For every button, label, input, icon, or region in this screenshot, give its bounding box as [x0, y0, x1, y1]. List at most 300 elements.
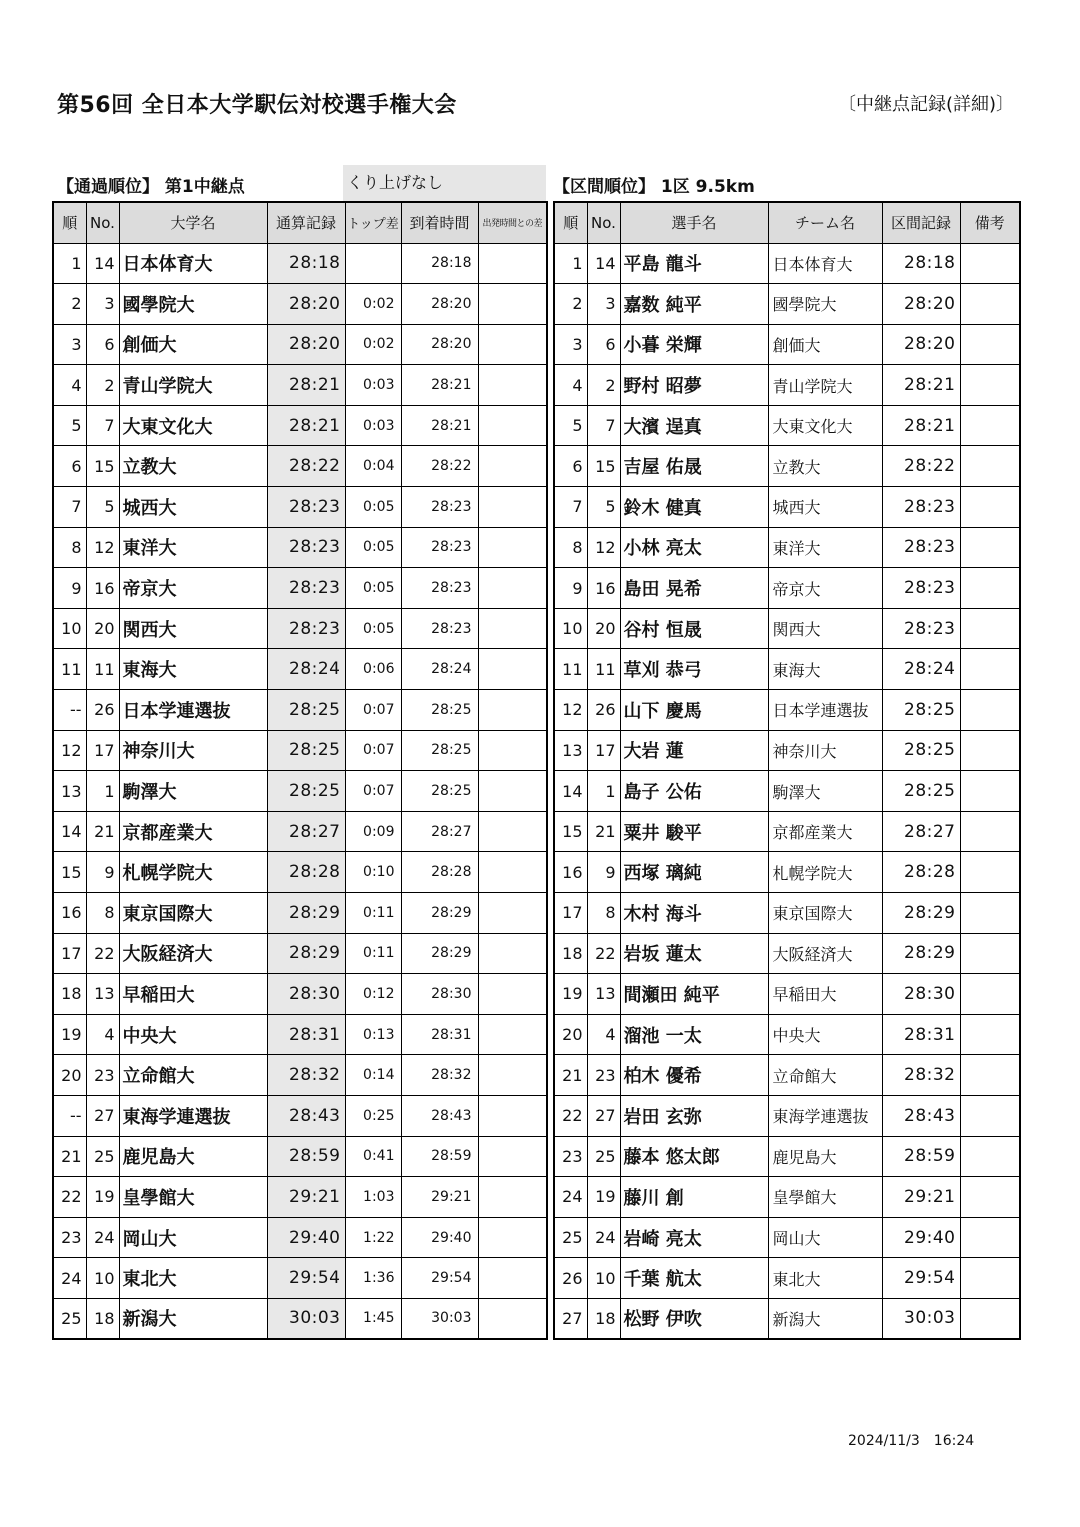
table-row — [554, 649, 1020, 690]
table-row — [53, 852, 547, 893]
cell-start-diff — [478, 974, 547, 1015]
cell-runner: 島子 公佑 — [620, 771, 768, 812]
section-rank-table — [553, 201, 1021, 1340]
cell-start-diff — [478, 487, 547, 528]
cell-total-record: 28:25 — [267, 690, 345, 731]
cell-section-record: 28:23 — [882, 527, 960, 568]
cell-start-diff — [478, 568, 547, 609]
cell-start-diff — [478, 608, 547, 649]
cell-arrival-time: 28:30 — [401, 974, 478, 1015]
cell-number: 23 — [587, 1055, 620, 1096]
cell-top-diff: 0:07 — [345, 730, 401, 771]
cell-top-diff — [345, 243, 401, 284]
cell-arrival-time: 28:29 — [401, 893, 478, 934]
cell-number: 9 — [86, 852, 119, 893]
cell-rank: 2 — [53, 284, 86, 325]
cell-runner: 岩田 玄弥 — [620, 1095, 768, 1136]
cell-rank: 14 — [554, 771, 587, 812]
cell-top-diff: 0:11 — [345, 893, 401, 934]
cell-rank: 14 — [53, 811, 86, 852]
cell-number: 21 — [587, 811, 620, 852]
cell-number: 17 — [587, 730, 620, 771]
cell-number: 7 — [587, 405, 620, 446]
cell-total-record: 28:43 — [267, 1095, 345, 1136]
cell-team: 日本体育大 — [768, 243, 882, 284]
table-row — [554, 1136, 1020, 1177]
cell-number: 1 — [587, 771, 620, 812]
cell-runner: 間瀬田 純平 — [620, 974, 768, 1015]
cell-remarks — [960, 771, 1020, 812]
cell-section-record: 28:25 — [882, 771, 960, 812]
cell-runner: 吉屋 佑晟 — [620, 446, 768, 487]
cell-total-record: 28:23 — [267, 487, 345, 528]
cell-top-diff: 1:45 — [345, 1298, 401, 1339]
passing-rank-heading: 【通過順位】 第1中継点 — [57, 177, 245, 197]
cell-team: 大阪経済大 — [768, 933, 882, 974]
table-row — [53, 649, 547, 690]
section-rank-heading: 【区間順位】 1区 9.5km — [553, 177, 755, 197]
cell-top-diff: 0:07 — [345, 690, 401, 731]
cell-start-diff — [478, 811, 547, 852]
cell-university: 岡山大 — [119, 1217, 267, 1258]
cell-start-diff — [478, 405, 547, 446]
cell-number: 20 — [86, 608, 119, 649]
cell-number: 25 — [86, 1136, 119, 1177]
cell-team: 日本学連選抜 — [768, 690, 882, 731]
cell-number: 17 — [86, 730, 119, 771]
cell-rank: 22 — [554, 1095, 587, 1136]
cell-start-diff — [478, 730, 547, 771]
cell-section-record: 28:20 — [882, 284, 960, 325]
cell-section-record: 29:54 — [882, 1258, 960, 1299]
table-row — [53, 487, 547, 528]
table-row — [554, 608, 1020, 649]
cell-university: 札幌学院大 — [119, 852, 267, 893]
cell-rank: 24 — [53, 1258, 86, 1299]
table-row — [554, 811, 1020, 852]
cell-runner: 藤本 悠太郎 — [620, 1136, 768, 1177]
cell-arrival-time: 28:25 — [401, 730, 478, 771]
cell-arrival-time: 28:25 — [401, 690, 478, 731]
table-row — [53, 1217, 547, 1258]
cell-remarks — [960, 811, 1020, 852]
col-number: No. — [587, 202, 620, 243]
cell-total-record: 29:21 — [267, 1177, 345, 1218]
page-subtitle: 〔中継点記録(詳細)〕 — [838, 94, 1015, 115]
cell-runner: 松野 伊吹 — [620, 1298, 768, 1339]
cell-section-record: 28:43 — [882, 1095, 960, 1136]
cell-arrival-time: 29:54 — [401, 1258, 478, 1299]
cell-rank: 23 — [554, 1136, 587, 1177]
cell-rank: 22 — [53, 1177, 86, 1218]
cell-university: 東洋大 — [119, 527, 267, 568]
cell-top-diff: 0:05 — [345, 608, 401, 649]
table-row — [554, 730, 1020, 771]
cell-total-record: 28:27 — [267, 811, 345, 852]
cell-top-diff: 0:09 — [345, 811, 401, 852]
cell-section-record: 28:30 — [882, 974, 960, 1015]
cell-team: 岡山大 — [768, 1217, 882, 1258]
cell-university: 神奈川大 — [119, 730, 267, 771]
cell-university: 帝京大 — [119, 568, 267, 609]
cell-remarks — [960, 852, 1020, 893]
table-row — [554, 1014, 1020, 1055]
cell-remarks — [960, 1095, 1020, 1136]
cell-runner: 大濱 逞真 — [620, 405, 768, 446]
cell-rank: 18 — [53, 974, 86, 1015]
cell-rank: 18 — [554, 933, 587, 974]
cell-total-record: 28:30 — [267, 974, 345, 1015]
cell-runner: 野村 昭夢 — [620, 365, 768, 406]
cell-rank: 8 — [554, 527, 587, 568]
table-row — [53, 324, 547, 365]
cell-rank: 6 — [53, 446, 86, 487]
cell-university: 立命館大 — [119, 1055, 267, 1096]
cell-top-diff: 0:07 — [345, 771, 401, 812]
cell-start-diff — [478, 1055, 547, 1096]
cell-university: 東海学連選抜 — [119, 1095, 267, 1136]
cell-number: 8 — [86, 893, 119, 934]
cell-number: 12 — [587, 527, 620, 568]
cell-total-record: 28:20 — [267, 284, 345, 325]
cell-university: 城西大 — [119, 487, 267, 528]
table-row — [554, 1298, 1020, 1339]
cell-top-diff: 0:25 — [345, 1095, 401, 1136]
cell-top-diff: 0:41 — [345, 1136, 401, 1177]
cell-section-record: 28:29 — [882, 933, 960, 974]
cell-university: 日本体育大 — [119, 243, 267, 284]
cell-team: 立教大 — [768, 446, 882, 487]
cell-rank: 10 — [554, 608, 587, 649]
table-row — [53, 730, 547, 771]
cell-number: 5 — [587, 487, 620, 528]
cell-total-record: 28:21 — [267, 405, 345, 446]
cell-rank: 13 — [554, 730, 587, 771]
cell-rank: 10 — [53, 608, 86, 649]
cell-team: 立命館大 — [768, 1055, 882, 1096]
cell-rank: 25 — [53, 1298, 86, 1339]
cell-rank: 19 — [53, 1014, 86, 1055]
cell-remarks — [960, 1014, 1020, 1055]
cell-team: 駒澤大 — [768, 771, 882, 812]
table-row — [53, 811, 547, 852]
col-team: チーム名 — [768, 202, 882, 243]
cell-total-record: 28:25 — [267, 730, 345, 771]
cell-rank: 1 — [554, 243, 587, 284]
cell-arrival-time: 28:20 — [401, 284, 478, 325]
cell-rank: 19 — [554, 974, 587, 1015]
cell-team: 新潟大 — [768, 1298, 882, 1339]
cell-runner: 草刈 恭弓 — [620, 649, 768, 690]
col-total-record: 通算記録 — [267, 202, 345, 243]
cell-total-record: 28:22 — [267, 446, 345, 487]
cell-number: 26 — [86, 690, 119, 731]
table-row — [53, 933, 547, 974]
cell-rank: 17 — [53, 933, 86, 974]
cell-arrival-time: 28:59 — [401, 1136, 478, 1177]
cell-rank: 11 — [53, 649, 86, 690]
cell-number: 2 — [86, 365, 119, 406]
cell-number: 10 — [587, 1258, 620, 1299]
cell-remarks — [960, 608, 1020, 649]
table-row — [53, 365, 547, 406]
cell-number: 4 — [86, 1014, 119, 1055]
cell-number: 19 — [587, 1177, 620, 1218]
cell-remarks — [960, 1177, 1020, 1218]
cell-team: 早稲田大 — [768, 974, 882, 1015]
cell-rank: 1 — [53, 243, 86, 284]
cell-remarks — [960, 365, 1020, 406]
cell-team: 東海学連選抜 — [768, 1095, 882, 1136]
cell-rank: -- — [53, 1095, 86, 1136]
cell-total-record: 28:59 — [267, 1136, 345, 1177]
cell-section-record: 28:23 — [882, 487, 960, 528]
table-row — [554, 974, 1020, 1015]
cell-university: 日本学連選抜 — [119, 690, 267, 731]
cell-section-record: 28:29 — [882, 893, 960, 934]
cell-start-diff — [478, 1258, 547, 1299]
cell-number: 5 — [86, 487, 119, 528]
table-row — [554, 324, 1020, 365]
cell-arrival-time: 28:25 — [401, 771, 478, 812]
cell-start-diff — [478, 893, 547, 934]
table-header-row — [554, 202, 1020, 243]
cell-total-record: 30:03 — [267, 1298, 345, 1339]
cell-number: 12 — [86, 527, 119, 568]
cell-top-diff: 1:22 — [345, 1217, 401, 1258]
cell-number: 24 — [86, 1217, 119, 1258]
cell-number: 14 — [86, 243, 119, 284]
table-row — [554, 933, 1020, 974]
cell-number: 2 — [587, 365, 620, 406]
cell-start-diff — [478, 1014, 547, 1055]
cell-runner: 山下 慶馬 — [620, 690, 768, 731]
cell-team: 京都産業大 — [768, 811, 882, 852]
cell-top-diff: 0:04 — [345, 446, 401, 487]
cell-rank: 2 — [554, 284, 587, 325]
cell-number: 7 — [86, 405, 119, 446]
cell-total-record: 28:25 — [267, 771, 345, 812]
cell-top-diff: 0:10 — [345, 852, 401, 893]
table-row — [554, 284, 1020, 325]
col-runner: 選手名 — [620, 202, 768, 243]
passing-rank-table — [52, 201, 548, 1340]
table-row — [554, 1055, 1020, 1096]
cell-number: 19 — [86, 1177, 119, 1218]
cell-rank: 21 — [53, 1136, 86, 1177]
cell-university: 青山学院大 — [119, 365, 267, 406]
col-start-diff: 出発時間との差 — [478, 202, 547, 243]
cell-number: 27 — [587, 1095, 620, 1136]
cell-start-diff — [478, 284, 547, 325]
cell-section-record: 28:32 — [882, 1055, 960, 1096]
cell-remarks — [960, 527, 1020, 568]
cell-section-record: 28:20 — [882, 324, 960, 365]
cell-top-diff: 0:02 — [345, 284, 401, 325]
cell-number: 13 — [587, 974, 620, 1015]
cell-arrival-time: 28:21 — [401, 405, 478, 446]
cell-number: 11 — [587, 649, 620, 690]
cell-number: 6 — [86, 324, 119, 365]
cell-start-diff — [478, 365, 547, 406]
cell-arrival-time: 28:31 — [401, 1014, 478, 1055]
cell-top-diff: 0:13 — [345, 1014, 401, 1055]
table-row — [554, 365, 1020, 406]
cell-number: 25 — [587, 1136, 620, 1177]
table-row — [53, 771, 547, 812]
cell-number: 13 — [86, 974, 119, 1015]
cell-total-record: 28:32 — [267, 1055, 345, 1096]
cell-section-record: 28:31 — [882, 1014, 960, 1055]
table-row — [554, 1258, 1020, 1299]
cell-rank: 16 — [53, 893, 86, 934]
cell-team: 城西大 — [768, 487, 882, 528]
cell-start-diff — [478, 1298, 547, 1339]
cell-rank: 15 — [554, 811, 587, 852]
cell-runner: 平島 龍斗 — [620, 243, 768, 284]
cell-start-diff — [478, 1136, 547, 1177]
cell-university: 東京国際大 — [119, 893, 267, 934]
cell-rank: 24 — [554, 1177, 587, 1218]
cell-rank: 11 — [554, 649, 587, 690]
cell-rank: 9 — [53, 568, 86, 609]
cell-top-diff: 0:05 — [345, 487, 401, 528]
cell-rank: 6 — [554, 446, 587, 487]
table-row — [554, 446, 1020, 487]
cell-number: 14 — [587, 243, 620, 284]
cell-runner: 小林 亮太 — [620, 527, 768, 568]
cell-rank: 26 — [554, 1258, 587, 1299]
cell-team: 青山学院大 — [768, 365, 882, 406]
cell-team: 創価大 — [768, 324, 882, 365]
col-remarks: 備考 — [960, 202, 1020, 243]
col-number: No. — [86, 202, 119, 243]
cell-team: 中央大 — [768, 1014, 882, 1055]
cell-arrival-time: 28:23 — [401, 608, 478, 649]
cell-remarks — [960, 1136, 1020, 1177]
cell-runner: 大岩 蓮 — [620, 730, 768, 771]
cell-number: 8 — [587, 893, 620, 934]
cell-arrival-time: 28:24 — [401, 649, 478, 690]
cell-team: 皇學館大 — [768, 1177, 882, 1218]
cell-university: 早稲田大 — [119, 974, 267, 1015]
cell-runner: 藤川 創 — [620, 1177, 768, 1218]
cell-number: 18 — [86, 1298, 119, 1339]
cell-start-diff — [478, 852, 547, 893]
cell-university: 創価大 — [119, 324, 267, 365]
cell-university: 関西大 — [119, 608, 267, 649]
cell-team: 大東文化大 — [768, 405, 882, 446]
cell-number: 26 — [587, 690, 620, 731]
cell-top-diff: 0:03 — [345, 365, 401, 406]
cell-section-record: 28:23 — [882, 568, 960, 609]
cell-runner: 西塚 璃純 — [620, 852, 768, 893]
table-row — [53, 243, 547, 284]
cell-remarks — [960, 487, 1020, 528]
cell-start-diff — [478, 771, 547, 812]
cell-section-record: 28:27 — [882, 811, 960, 852]
cell-university: 鹿児島大 — [119, 1136, 267, 1177]
cell-section-record: 30:03 — [882, 1298, 960, 1339]
table-row — [554, 1217, 1020, 1258]
cell-remarks — [960, 1258, 1020, 1299]
cell-start-diff — [478, 324, 547, 365]
cell-rank: 3 — [53, 324, 86, 365]
cell-runner: 小暮 栄輝 — [620, 324, 768, 365]
cell-runner: 島田 晃希 — [620, 568, 768, 609]
cell-arrival-time: 28:43 — [401, 1095, 478, 1136]
page-title: 第56回 全日本大学駅伝対校選手権大会 — [57, 93, 457, 118]
cell-university: 皇學館大 — [119, 1177, 267, 1218]
cell-total-record: 28:29 — [267, 893, 345, 934]
cell-section-record: 29:40 — [882, 1217, 960, 1258]
cell-arrival-time: 29:21 — [401, 1177, 478, 1218]
cell-top-diff: 0:02 — [345, 324, 401, 365]
cell-start-diff — [478, 527, 547, 568]
cell-total-record: 28:29 — [267, 933, 345, 974]
cell-number: 9 — [587, 852, 620, 893]
table-row — [554, 527, 1020, 568]
cell-rank: 23 — [53, 1217, 86, 1258]
cell-rank: 7 — [53, 487, 86, 528]
cell-arrival-time: 28:23 — [401, 527, 478, 568]
cell-arrival-time: 28:18 — [401, 243, 478, 284]
table-row — [53, 284, 547, 325]
cell-team: 國學院大 — [768, 284, 882, 325]
cell-start-diff — [478, 1217, 547, 1258]
cell-rank: 5 — [554, 405, 587, 446]
cell-university: 駒澤大 — [119, 771, 267, 812]
cell-team: 東京国際大 — [768, 893, 882, 934]
cell-remarks — [960, 324, 1020, 365]
cell-number: 23 — [86, 1055, 119, 1096]
cell-rank: 21 — [554, 1055, 587, 1096]
cell-start-diff — [478, 446, 547, 487]
cell-university: 東北大 — [119, 1258, 267, 1299]
cell-university: 新潟大 — [119, 1298, 267, 1339]
cell-top-diff: 0:05 — [345, 527, 401, 568]
cell-rank: 27 — [554, 1298, 587, 1339]
cell-university: 國學院大 — [119, 284, 267, 325]
cell-top-diff: 1:03 — [345, 1177, 401, 1218]
cell-start-diff — [478, 1177, 547, 1218]
cell-team: 東海大 — [768, 649, 882, 690]
cell-top-diff: 0:06 — [345, 649, 401, 690]
cell-arrival-time: 28:32 — [401, 1055, 478, 1096]
cell-team: 鹿児島大 — [768, 1136, 882, 1177]
col-section-record: 区間記録 — [882, 202, 960, 243]
cell-remarks — [960, 1217, 1020, 1258]
cell-runner: 岩坂 蓮太 — [620, 933, 768, 974]
cell-start-diff — [478, 690, 547, 731]
cell-rank: 17 — [554, 893, 587, 934]
cell-number: 11 — [86, 649, 119, 690]
cell-rank: 4 — [53, 365, 86, 406]
cell-number: 6 — [587, 324, 620, 365]
table-row — [53, 608, 547, 649]
cell-section-record: 28:22 — [882, 446, 960, 487]
table-row — [53, 1095, 547, 1136]
cell-remarks — [960, 690, 1020, 731]
cell-number: 27 — [86, 1095, 119, 1136]
cell-total-record: 28:23 — [267, 608, 345, 649]
cell-remarks — [960, 893, 1020, 934]
cell-number: 18 — [587, 1298, 620, 1339]
col-arrival-time: 到着時間 — [401, 202, 478, 243]
col-top-diff: トップ差 — [345, 202, 401, 243]
cell-total-record: 28:23 — [267, 527, 345, 568]
cell-rank: 8 — [53, 527, 86, 568]
